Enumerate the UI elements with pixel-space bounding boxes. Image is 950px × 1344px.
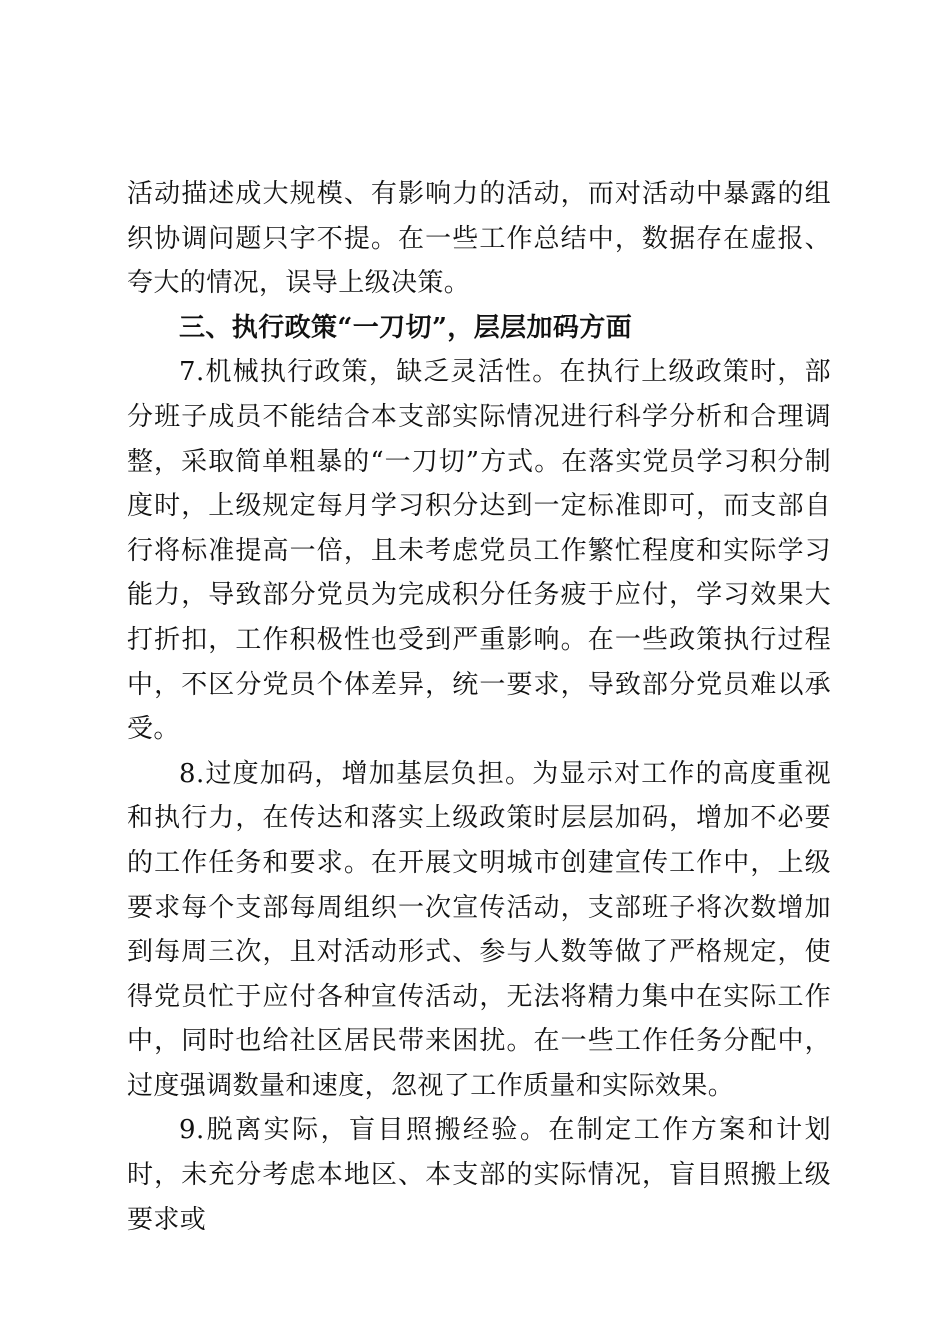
- paragraph-continuation: 活动描述成大规模、有影响力的活动，而对活动中暴露的组织协调问题只字不提。在一些工作总结中，数据存在虚报、夸大的情况，误导上级决策。: [127, 179, 831, 299]
- document-body: [127, 172, 831, 1242]
- paragraph-item-9: 9.脱离实际，盲目照搬经验。在制定工作方案和计划时，未充分考虑本地区、本支部的实际情况，盲目照搬上级要求或: [127, 1115, 831, 1235]
- paragraph-item-8: 8.过度加码，增加基层负担。为显示对工作的高度重视和执行力，在传达和落实上级政策时层层加码，增加不必要的工作任务和要求。在开展文明城市创建宣传工作中，上级要求每个支部每周组织一次宣传活动，支部班子将次数增加到每周三次，且对活动形式、参与人数等做了严格规定，使得党员忙于应付各种宣传活动，无法将精力集中在实际工作中，同时也给社区居民带来困扰。在一些工作任务分配中，过度强调数量和速度，忽视了工作质量和实际效果。: [127, 758, 831, 1101]
- section-heading: 三、执行政策“一刀切”，层层加码方面: [179, 312, 633, 343]
- paragraph-item-7: 7.机械执行政策，缺乏灵活性。在执行上级政策时，部分班子成员不能结合本支部实际情况进行科学分析和合理调整，采取简单粗暴的“一刀切”方式。在落实党员学习积分制度时，上级规定每月学习积分达到一定标准即可，而支部自行将标准提高一倍，且未考虑党员工作繁忙程度和实际学习能力，导致部分党员为完成积分任务疲于应付，学习效果大打折扣，工作积极性也受到严重影响。在一些政策执行过程中，不区分党员个体差异，统一要求，导致部分党员难以承受。: [127, 357, 831, 745]
